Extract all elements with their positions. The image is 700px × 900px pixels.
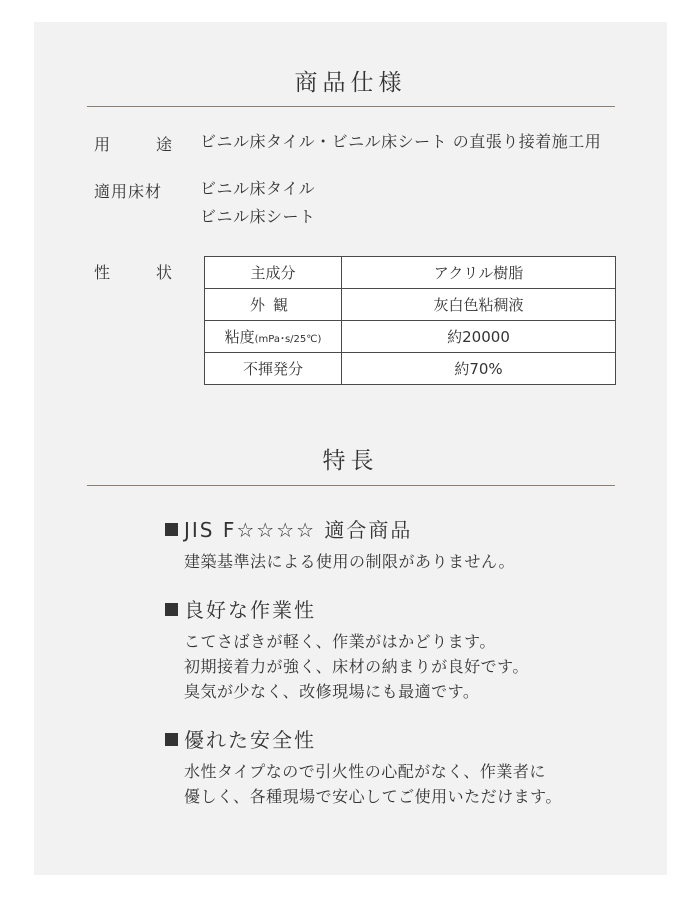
table-row xyxy=(205,321,616,353)
square-bullet-icon xyxy=(165,603,178,616)
property-value: 約20000 xyxy=(342,321,616,353)
feature-item xyxy=(165,514,515,574)
table-row xyxy=(205,289,616,321)
content-panel xyxy=(34,22,667,875)
material-item: ビニル床タイル xyxy=(200,179,316,198)
property-key: 主成分 xyxy=(205,257,342,289)
square-bullet-icon xyxy=(165,733,178,746)
spec-divider xyxy=(87,106,615,107)
feature-title-text: 良好な作業性 xyxy=(184,598,316,622)
features-divider xyxy=(87,485,615,486)
table-row xyxy=(205,257,616,289)
materials-label: 適用床材 xyxy=(94,182,163,201)
material-item: ビニル床シート xyxy=(200,207,316,226)
properties-label-2: 状 xyxy=(155,263,172,282)
property-key xyxy=(205,321,342,353)
properties-label xyxy=(94,260,172,283)
feature-body xyxy=(184,759,562,809)
feature-line: 臭気が少なく、改修現場にも最適です。 xyxy=(184,682,480,701)
feature-item xyxy=(165,594,529,704)
property-unit: (mPa･s/25℃) xyxy=(254,334,322,345)
feature-line: 水性タイプなので引火性の心配がなく、作業者に xyxy=(184,762,546,781)
usage-label xyxy=(94,132,172,155)
spec-section-title: 商品仕様 xyxy=(294,70,407,96)
feature-title xyxy=(165,594,529,623)
property-key: 不揮発分 xyxy=(205,353,342,385)
feature-line: 優しく、各種現場で安心してご使用いただけます。 xyxy=(184,787,562,806)
property-value: 約70% xyxy=(342,353,616,385)
feature-title-text: 優れた安全性 xyxy=(184,728,316,752)
feature-title xyxy=(165,724,562,753)
table-row xyxy=(205,353,616,385)
property-key: 外観 xyxy=(205,289,342,321)
feature-body xyxy=(184,549,515,574)
properties-label-1: 性 xyxy=(94,263,111,282)
usage-value: ビニル床タイル・ビニル床シート の直張り接着施工用 xyxy=(200,132,602,151)
features-section-title: 特長 xyxy=(322,448,379,474)
properties-table xyxy=(204,256,616,385)
feature-line: 初期接着力が強く、床材の納まりが良好です。 xyxy=(184,657,529,676)
square-bullet-icon xyxy=(165,523,178,536)
property-value: アクリル樹脂 xyxy=(342,257,616,289)
feature-title xyxy=(165,514,515,543)
property-key-text: 粘度 xyxy=(224,328,255,346)
usage-label-2: 途 xyxy=(155,135,172,154)
feature-line: こてさばきが軽く、作業がはかどります。 xyxy=(184,632,496,651)
materials-values xyxy=(200,175,316,231)
usage-label-1: 用 xyxy=(94,135,111,154)
property-value: 灰白色粘稠液 xyxy=(342,289,616,321)
feature-line: 建築基準法による使用の制限がありません。 xyxy=(184,552,515,571)
feature-item xyxy=(165,724,562,809)
feature-title-text: JIS F☆☆☆☆ 適合商品 xyxy=(184,518,413,542)
feature-body xyxy=(184,629,529,704)
